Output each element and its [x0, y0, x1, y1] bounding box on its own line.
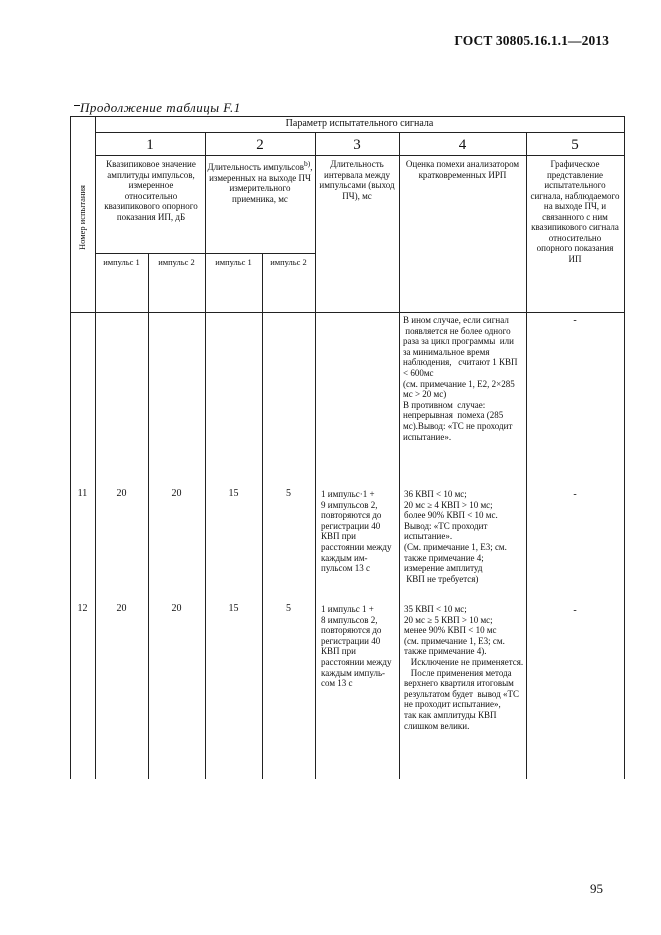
row-number-header: Номер испытания — [77, 185, 87, 250]
row-12-dur1: 15 — [228, 603, 239, 614]
page-number: 95 — [590, 881, 603, 896]
row-11-graph: - — [573, 489, 577, 500]
row-11-dur1: 15 — [228, 488, 239, 499]
row-12-amp2: 20 — [171, 603, 182, 614]
row-11-dur2: 5 — [286, 488, 291, 499]
col2-header-part2: , измеренных на выходе ПЧ измерительного приемника, мс — [209, 162, 313, 204]
row-continuation-eval: В ином случае, если сигнал появляется не более одного раза за цикл программы или за минимальное время наблюдения, считают 1 КВП < 600мс (см. примечание 1, Е2, 2×285 мс > 20 мс) В противном случае: непрерывная помеха (285 мс).Вывод: «ТС не проходит испытание». — [403, 315, 518, 442]
col5-header: Графическое представление испытательного сигнала, наблюдаемого на выходе ПЧ, и связанного с ним квазипикового сигнала относительно опорного показания ИП — [530, 159, 620, 264]
row-11-number: 11 — [77, 488, 88, 499]
col-number-5: 5 — [571, 137, 579, 153]
col-number-3: 3 — [353, 137, 361, 153]
col2-header — [207, 159, 313, 204]
row-12-amp1: 20 — [116, 603, 127, 614]
col1-header: Квазипиковое значение амплитуды импульсов, измеренное относительно квазипикового опорного показания ИП, дБ — [104, 159, 198, 222]
row-12-eval: 35 КВП < 10 мс; 20 мс ≥ 5 КВП > 10 мс; менее 90% КВП < 10 мс (см. примечание 1, Е3; см. также примечание 4). Исключение не применяется. После применения метода верхнего квартиля итоговым результатом будет вывод «ТС не проходит испытание», так как амплитуды КВП слишком велики. — [404, 604, 524, 731]
sub-impulse-1-amplitude: импульс 1 — [103, 257, 140, 267]
col-number-1: 1 — [146, 137, 154, 153]
row-11-interval: 1 импульс·1 + 9 импульсов 2, повторяются до регистрации 40 КВП при расстоянии между каждым им-пульсом 13 с — [321, 489, 392, 574]
row-12-number: 12 — [77, 603, 88, 614]
col3-header: Длительность интервала между импульсами (выход ПЧ), мс — [319, 159, 395, 201]
col2-footnote-mark: b) — [304, 159, 311, 168]
sub-impulse-1-duration: импульс 1 — [215, 257, 252, 267]
col2-header-part1: Длительность импульсов — [207, 162, 305, 172]
sub-impulse-2-duration: импульс 2 — [270, 257, 307, 267]
col4-header: Оценка помехи анализатором кратковременных ИРП — [405, 159, 520, 180]
row-12-graph: - — [573, 605, 577, 616]
group-header: Параметр испытательного сигнала — [285, 118, 434, 129]
row-12-dur2: 5 — [286, 603, 291, 614]
col-number-4: 4 — [458, 137, 467, 153]
row-11-amp1: 20 — [116, 488, 127, 499]
standard-header: ГОСТ 30805.16.1.1—2013 — [454, 33, 609, 48]
sub-impulse-2-amplitude: импульс 2 — [158, 257, 195, 267]
row-11-amp2: 20 — [171, 488, 182, 499]
row-11-eval: 36 КВП < 10 мс; 20 мс ≥ 4 КВП > 10 мс; более 90% КВП < 10 мс. Вывод: «ТС проходит испытание». (См. примечание 1, Е3; см. также примечание 4; измерение амплитуд КВП не требуется) — [404, 489, 507, 584]
col-number-2: 2 — [256, 137, 264, 153]
row-12-interval: 1 импульс 1 + 8 импульсов 2, повторяются до регистрации 40 КВП при расстоянии между каждым импуль- сом 13 с — [321, 604, 392, 689]
row-continuation-graph: - — [573, 315, 577, 326]
table-caption: Продолжение таблицы F.1 — [80, 100, 241, 115]
